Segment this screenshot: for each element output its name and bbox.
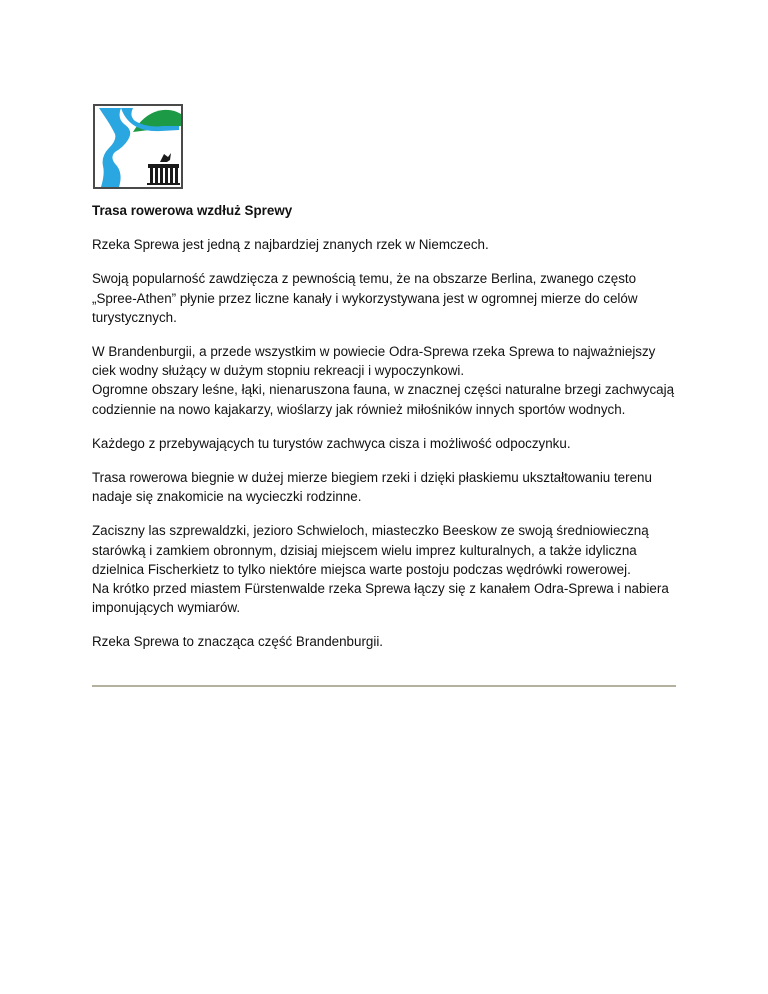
- paragraph-bike-route: Trasa rowerowa biegnie w dużej mierze biegiem rzeki i dzięki płaskiemu ukształtowaniu terenu nadaje się znakomicie na wycieczki rodzinne.: [92, 470, 652, 505]
- paragraph-silence: Każdego z przebywających tu turystów zachwyca cisza i możliwość odpoczynku.: [92, 435, 571, 451]
- paragraph-nature: Ogromne obszary leśne, łąki, nienaruszona fauna, w znacznej części naturalne brzegi zachwycają codziennie na nowo kajakarzy, wioślarzy jak również miłośników innych sportów wodnych.: [92, 382, 675, 417]
- document-body: [92, 201, 682, 667]
- paragraph-brandenburg: W Brandenburgii, a przede wszystkim w powiecie Odra-Sprewa rzeka Sprewa to najważniejszy ciek wodny służący w dużym stopniu rekreacji i wypoczynkowi.: [92, 344, 656, 379]
- document-title: Trasa rowerowa wzdłuż Sprewy: [92, 203, 293, 218]
- paragraph-places: Zaciszny las szprewaldzki, jezioro Schwieloch, miasteczko Beeskow ze swoją średniowieczną starówką i zamkiem obronnym, dzisiaj miejscem wielu imprez kulturalnych, a także idyliczna dzielnica Fischerkietz to tylko niektóre miejsca warte postoju podczas wędrówki rowerowej.: [92, 523, 649, 577]
- paragraph-fuerstenwalde: Na krótko przed miastem Fürstenwalde rzeka Sprewa łączy się z kanałem Odra-Sprewa i nabiera imponujących wymiarów.: [92, 581, 669, 616]
- paragraph-conclusion: Rzeka Sprewa to znacząca część Brandenburgii.: [92, 634, 384, 650]
- horizontal-divider: [92, 685, 676, 687]
- spree-river-logo-icon: [93, 104, 183, 189]
- paragraph-berlin: Swoją popularność zawdzięcza z pewnością temu, że na obszarze Berlina, zwanego często „Spree-Athen” płynie przez liczne kanały i wykorzystywana jest w ogromnej mierze do celów turystycznych.: [92, 271, 638, 325]
- paragraph-intro: Rzeka Sprewa jest jedną z najbardziej znanych rzek w Niemczech.: [92, 237, 489, 253]
